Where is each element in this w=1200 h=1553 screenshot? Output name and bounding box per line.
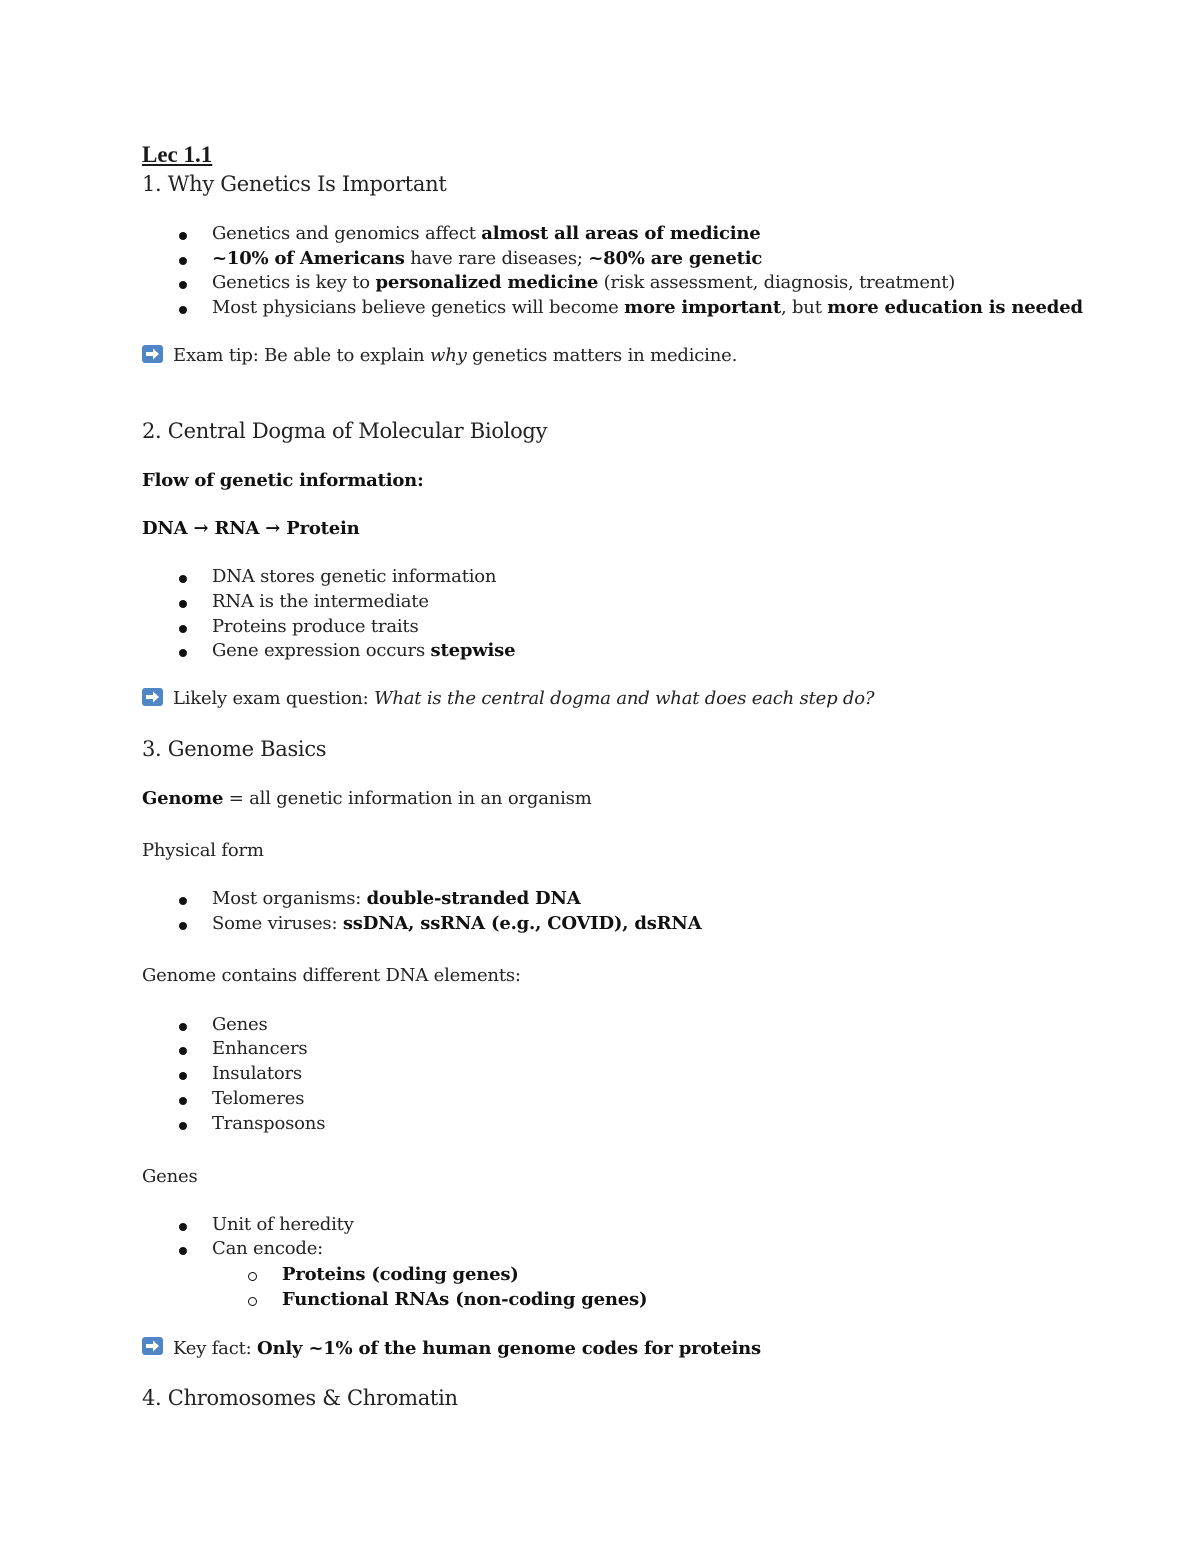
list-item: Genetics and genomics affect almost all areas of medicine [212, 223, 761, 244]
bullet-icon [179, 600, 187, 608]
bullet-icon [179, 1223, 187, 1231]
bullet-icon [179, 625, 187, 633]
page-title: Lec 1.1 [142, 142, 213, 167]
bullet-icon [179, 575, 187, 583]
list-item: RNA is the intermediate [212, 591, 429, 612]
bullet-icon [179, 897, 187, 905]
section-2-heading: 2. Central Dogma of Molecular Biology [142, 419, 548, 443]
section-4-heading: 4. Chromosomes & Chromatin [142, 1386, 458, 1410]
bullet-icon [179, 1097, 187, 1105]
list-item: Unit of heredity [212, 1214, 354, 1235]
bullet-icon [179, 1247, 187, 1255]
list-item: Most physicians believe genetics will become more important, but more education is needed [212, 297, 1083, 318]
elements-label: Genome contains different DNA elements: [142, 965, 521, 986]
bullet-icon [179, 306, 187, 314]
bullet-icon [179, 1047, 187, 1055]
bullet-icon [179, 1122, 187, 1130]
bullet-icon [179, 922, 187, 930]
list-item: Gene expression occurs stepwise [212, 640, 516, 661]
sub-list-item: Proteins (coding genes) [282, 1264, 519, 1285]
bullet-icon [179, 281, 187, 289]
bullet-icon [179, 649, 187, 657]
list-item: Proteins produce traits [212, 616, 419, 637]
section-1-heading: 1. Why Genetics Is Important [142, 172, 447, 196]
physical-form-label: Physical form [142, 840, 264, 861]
list-item: Can encode: [212, 1238, 324, 1259]
bullet-icon [179, 1023, 187, 1031]
bullet-icon [179, 232, 187, 240]
flow-label: Flow of genetic information: [142, 470, 424, 491]
list-item: DNA stores genetic information [212, 566, 497, 587]
circle-bullet-icon [248, 1272, 257, 1281]
list-item: Some viruses: ssDNA, ssRNA (e.g., COVID), dsRNA [212, 913, 702, 934]
exam-question: Likely exam question: What is the central dogma and what does each step do? [173, 688, 875, 709]
list-item: Insulators [212, 1063, 302, 1084]
section-3-heading: 3. Genome Basics [142, 737, 327, 761]
list-item: Genetics is key to personalized medicine (risk assessment, diagnosis, treatment) [212, 272, 956, 293]
flow-text: DNA → RNA → Protein [142, 518, 360, 539]
bullet-icon [179, 257, 187, 265]
list-item: ~10% of Americans have rare diseases; ~80% are genetic [212, 248, 763, 269]
genome-definition: Genome = all genetic information in an organism [142, 788, 592, 809]
right-arrow-icon [142, 688, 163, 706]
list-item: Transposons [212, 1113, 326, 1134]
list-item: Most organisms: double-stranded DNA [212, 888, 581, 909]
list-item: Genes [212, 1014, 268, 1035]
key-fact: Key fact: Only ~1% of the human genome codes for proteins [173, 1338, 761, 1359]
bullet-icon [179, 1072, 187, 1080]
genes-label: Genes [142, 1166, 198, 1187]
list-item: Enhancers [212, 1038, 308, 1059]
exam-tip: Exam tip: Be able to explain why genetics matters in medicine. [173, 345, 738, 366]
right-arrow-icon [142, 1337, 163, 1355]
circle-bullet-icon [248, 1297, 257, 1306]
right-arrow-icon [142, 345, 163, 363]
list-item: Telomeres [212, 1088, 305, 1109]
sub-list-item: Functional RNAs (non-coding genes) [282, 1289, 648, 1310]
